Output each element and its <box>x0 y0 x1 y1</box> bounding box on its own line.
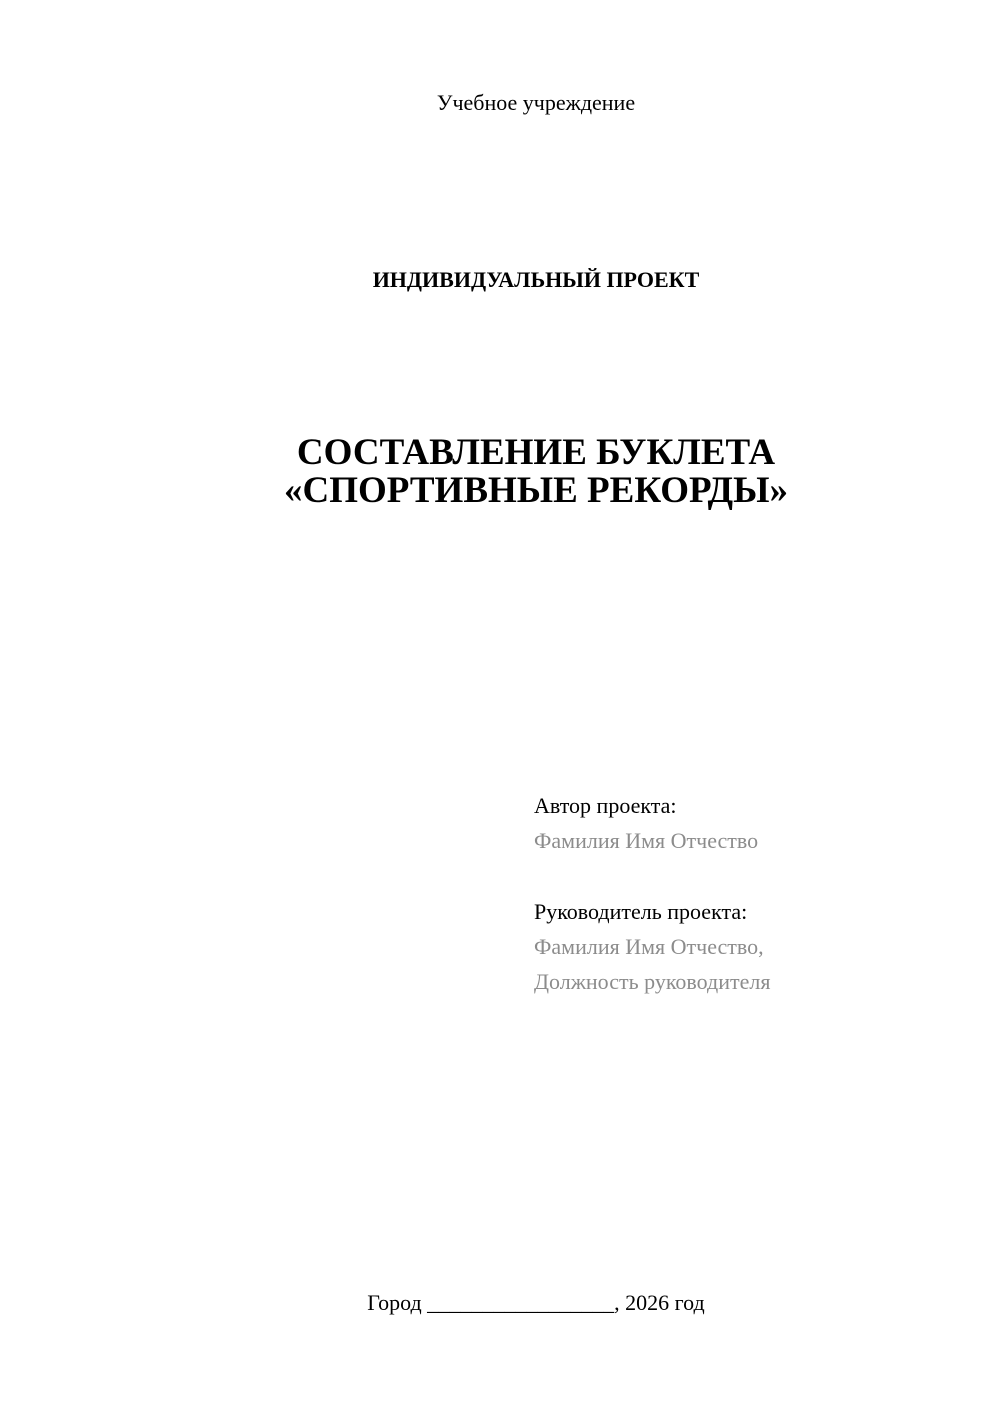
document-title <box>0 434 1000 510</box>
city-year-line: Город _________________, 2026 год <box>367 1290 705 1315</box>
institution-name: Учебное учреждение <box>436 90 636 115</box>
document-type: ИНДИВИДУАЛЬНЫЙ ПРОЕКТ <box>372 267 700 292</box>
author-name: Фамилия Имя Отчество <box>534 828 759 853</box>
supervisor-label: Руководитель проекта: <box>534 899 748 924</box>
author-label: Автор проекта: <box>534 793 677 818</box>
title-line-2: «СПОРТИВНЫЕ РЕКОРДЫ» <box>284 470 788 511</box>
author-block <box>534 788 974 858</box>
title-line-1: СОСТАВЛЕНИЕ БУКЛЕТА <box>296 432 776 473</box>
supervisor-block <box>534 894 974 999</box>
supervisor-position: Должность руководителя <box>534 969 771 994</box>
supervisor-name: Фамилия Имя Отчество, <box>534 934 764 959</box>
